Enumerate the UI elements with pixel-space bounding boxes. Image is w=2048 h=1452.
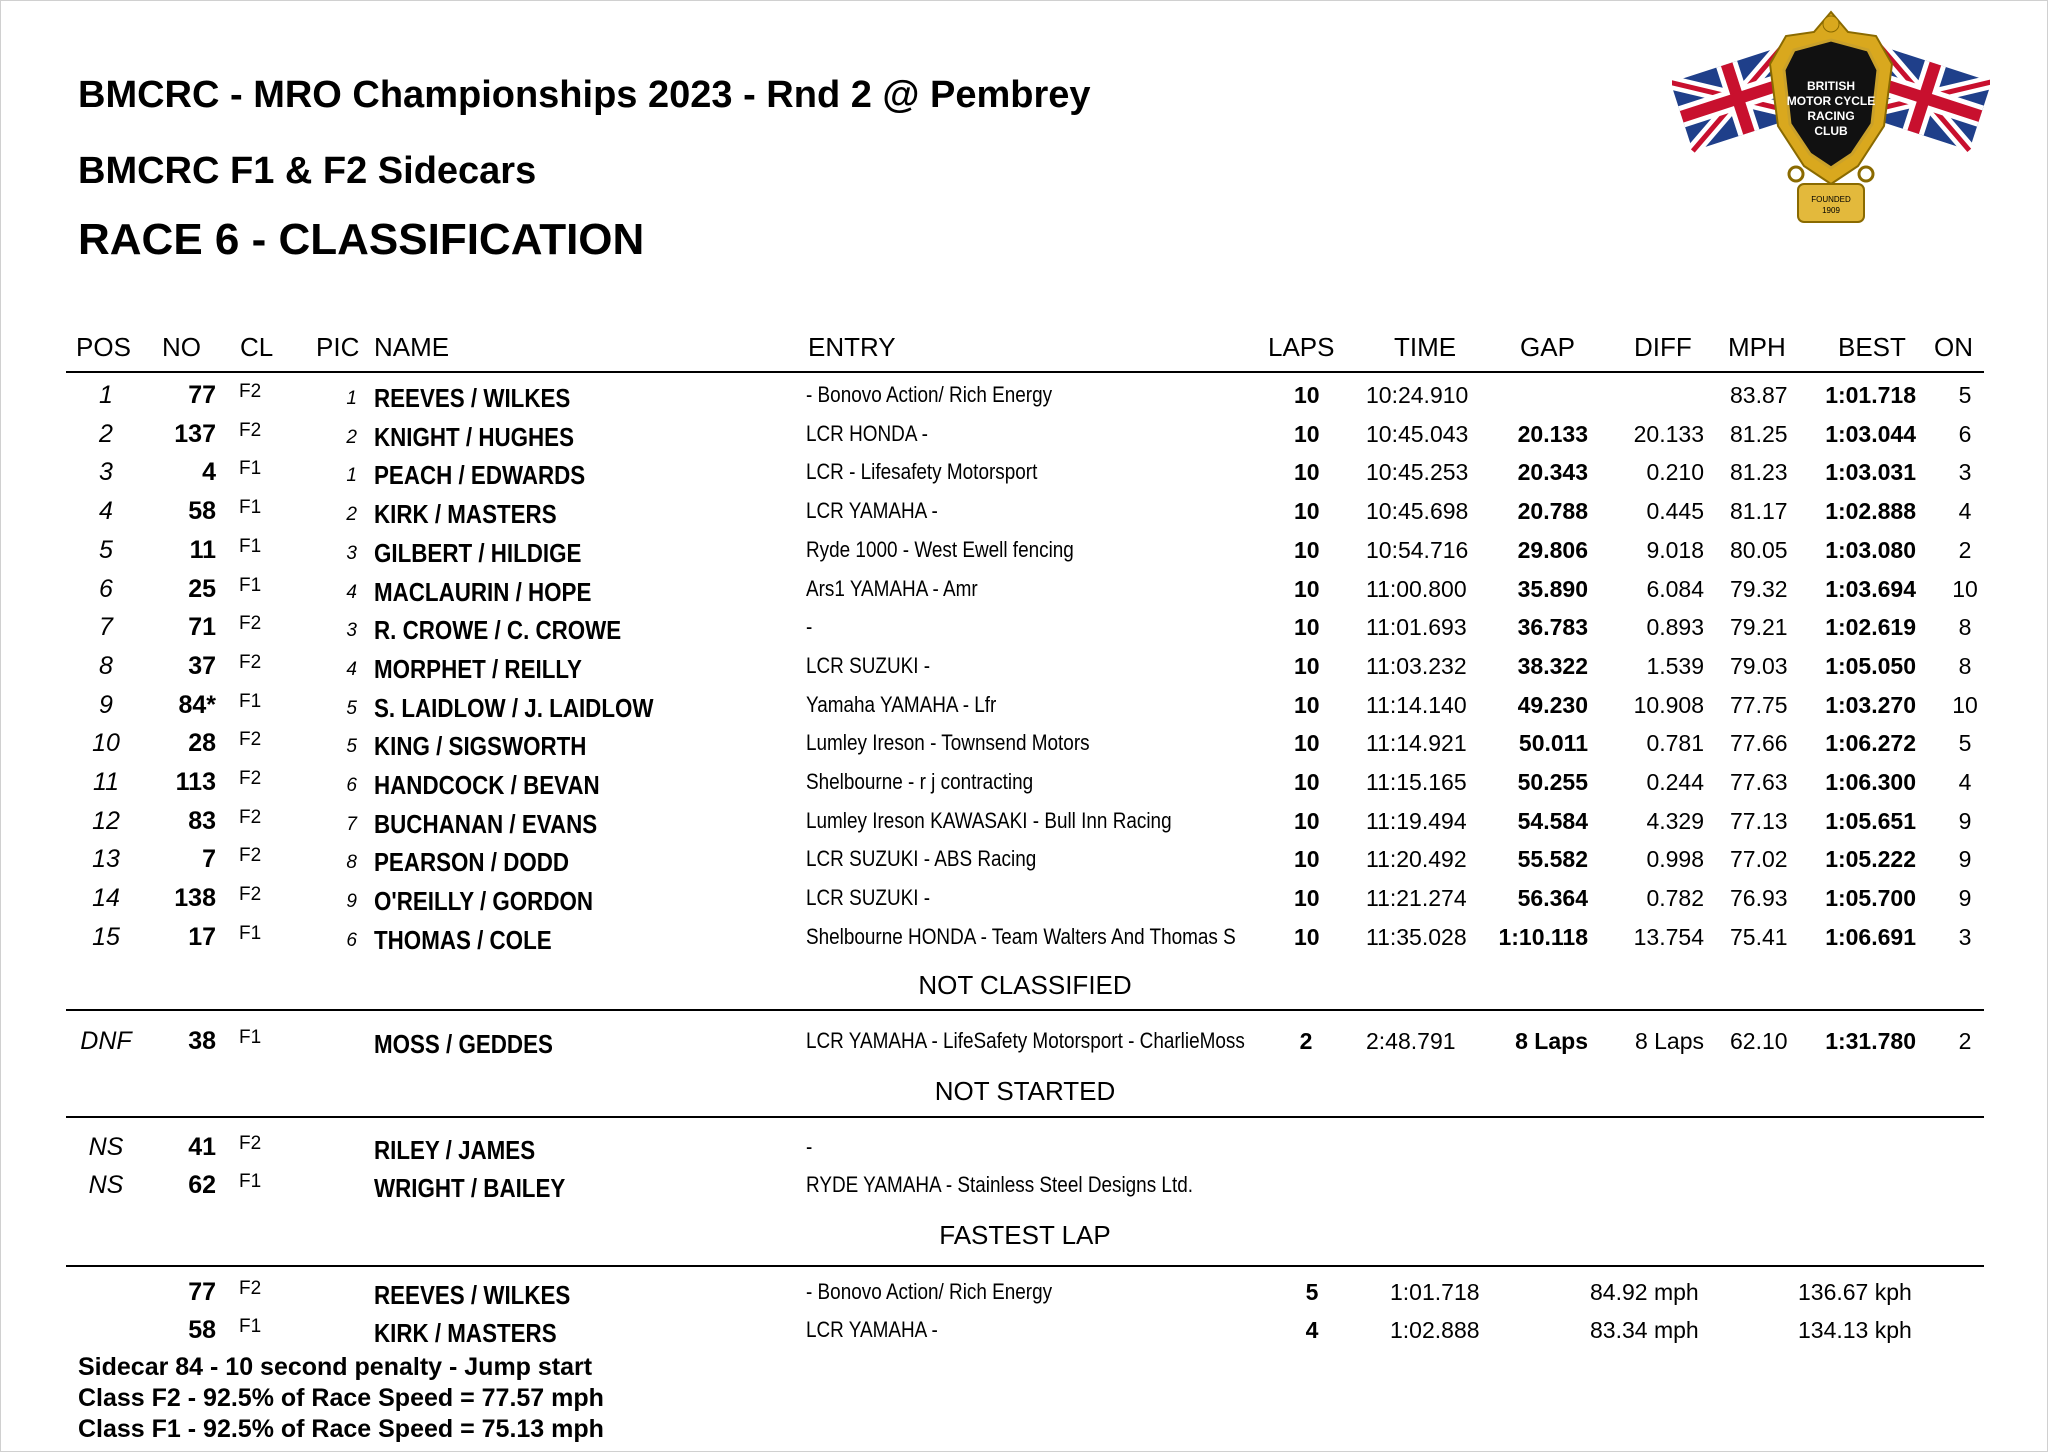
cell-gap: 20.788 [1517,498,1588,525]
cell-pic: 1 [346,465,357,487]
cell-gap: 54.584 [1517,807,1588,834]
cell-diff: 10.908 [1633,691,1704,718]
cell-time: 10:24.910 [1366,382,1469,408]
cell-diff: 9.018 [1646,536,1704,563]
cell-best: 1:03.080 [1825,536,1916,563]
cell-name: O'REILLY / GORDON [374,886,594,917]
cell-on: 8 [1958,652,1972,679]
logo-founded: FOUNDED [1811,195,1851,204]
header-time: TIME [1394,332,1457,362]
table-row [0,1166,2048,1204]
header-diff: DIFF [1634,332,1692,362]
cell-entry: - Bonovo Action/ Rich Energy [806,382,1053,407]
cell-laps: 10 [1294,885,1320,912]
cell-on: 6 [1958,420,1972,447]
cell-name: MOSS / GEDDES [374,1029,553,1059]
cell-gap: 50.255 [1517,769,1588,795]
cell-diff: 0.893 [1646,614,1704,641]
cell-laps: 10 [1294,923,1320,950]
cell-mph: 81.17 [1730,498,1788,525]
table-row [0,686,2048,724]
cell-mph: 79.32 [1730,575,1788,602]
cell-time: 11:14.921 [1366,730,1467,757]
cell-on: 9 [1958,885,1972,912]
cell-pic: 2 [346,426,357,448]
cell-time: 11:15.165 [1366,769,1467,795]
cell-gap: 8 Laps [1515,1028,1588,1054]
cell-best: 1:02.619 [1825,614,1916,641]
cell-no: 58 [188,1316,216,1344]
table-row [0,1273,2048,1311]
cell-name: REEVES / WILKES [374,1280,571,1310]
cell-best: 1:05.651 [1825,807,1916,834]
cell-time: 11:03.232 [1366,652,1467,679]
cell-kph: 136.67 kph [1798,1279,1912,1305]
cell-mph: 80.05 [1730,536,1788,563]
cell-best: 1:06.300 [1825,769,1916,795]
cell-no: 137 [174,419,216,448]
cell-on: 9 [1958,807,1972,834]
cell-name: WRIGHT / BAILEY [374,1173,566,1203]
cell-cl: F1 [239,1316,262,1337]
cell-diff: 13.754 [1633,923,1704,950]
cell-mph: 77.02 [1730,846,1788,873]
cell-entry: RYDE YAMAHA - Stainless Steel Designs Ltd. [806,1172,1193,1197]
cell-no: 71 [188,613,216,642]
cell-cl: F1 [239,574,262,596]
cell-no: 62 [188,1171,216,1199]
cell-on: 5 [1958,382,1972,408]
cell-laps: 10 [1294,382,1320,408]
cell-pic: 6 [346,929,357,951]
note-penalty: Sidecar 84 - 10 second penalty - Jump start [78,1353,593,1381]
table-row [0,453,2048,491]
cell-name: KING / SIGSWORTH [374,731,587,762]
cell-entry: LCR SUZUKI - [806,652,931,678]
cell-laps: 10 [1294,730,1320,757]
cell-best: 1:03.270 [1825,691,1916,718]
cell-lap: 4 [1305,1317,1319,1343]
cell-cl: F1 [239,535,262,557]
cell-no: 83 [188,806,216,835]
cell-diff: 0.244 [1646,769,1704,795]
note-f2-speed: Class F2 - 92.5% of Race Speed = 77.57 mph [78,1384,604,1412]
cell-laps: 2 [1299,1028,1313,1054]
cell-pic: 6 [346,775,357,796]
fastest-lap-rule [66,1265,1984,1267]
cell-no: 28 [188,729,216,758]
header-cl: CL [240,332,274,362]
cell-mph: 84.92 mph [1590,1279,1699,1305]
cell-diff: 0.998 [1646,846,1704,873]
cell-mph: 83.87 [1730,382,1788,408]
cell-pic: 8 [346,852,357,874]
cell-time: 1:01.718 [1390,1279,1480,1305]
cell-mph: 62.10 [1730,1028,1788,1054]
cell-time: 1:02.888 [1390,1317,1480,1343]
cell-entry: Lumley Ireson - Townsend Motors [806,730,1090,756]
cell-no: 25 [188,574,216,603]
table-row [0,802,2048,840]
header-name: NAME [374,332,450,362]
logo-text-3: RACING [1807,109,1855,123]
header-laps: LAPS [1268,332,1335,362]
cell-pos: 3 [99,458,113,487]
cell-mph: 75.41 [1730,923,1788,950]
cell-time: 10:45.253 [1366,459,1469,486]
cell-laps: 10 [1294,614,1320,641]
cell-pos: 13 [92,845,120,874]
cell-mph: 81.23 [1730,459,1788,486]
cell-entry: Ryde 1000 - West Ewell fencing [806,536,1074,562]
cell-cl: F1 [239,497,262,519]
cell-gap: 55.582 [1517,846,1588,873]
cell-pic: 4 [346,658,357,680]
cell-mph: 79.03 [1730,652,1788,679]
logo-year: 1909 [1822,206,1840,215]
race-title: RACE 6 - CLASSIFICATION [78,215,645,264]
cell-name: REEVES / WILKES [374,383,571,413]
cell-name: R. CROWE / C. CROWE [374,615,622,646]
cell-laps: 10 [1294,769,1320,795]
cell-on: 10 [1952,575,1978,602]
cell-pic: 3 [346,620,357,642]
cell-diff: 20.133 [1633,420,1704,447]
cell-name: KNIGHT / HUGHES [374,421,575,452]
cell-cl: F2 [239,806,262,828]
cell-name: HANDCOCK / BEVAN [374,770,600,800]
header-best: BEST [1838,332,1906,362]
cell-laps: 10 [1294,575,1320,602]
cell-on: 4 [1958,498,1972,525]
cell-entry: LCR YAMAHA - [806,1317,938,1342]
table-row [0,1311,2048,1349]
cell-best: 1:02.888 [1825,498,1916,525]
cell-entry: LCR - Lifesafety Motorsport [806,459,1038,485]
cell-best: 1:05.222 [1825,846,1916,873]
cell-name: PEACH / EDWARDS [374,460,586,491]
cell-name: GILBERT / HILDIGE [374,537,582,568]
cell-mph: 77.13 [1730,807,1788,834]
cell-pic: 3 [346,542,357,564]
header-pos: POS [76,332,131,362]
cell-name: MORPHET / REILLY [374,653,582,684]
header-gap: GAP [1520,332,1575,362]
cell-cl: F1 [239,1171,262,1192]
cell-pos: 7 [99,613,113,642]
cell-cl: F1 [239,1027,262,1048]
table-row [0,492,2048,530]
cell-no: 4 [202,458,216,487]
cell-lap: 5 [1305,1279,1319,1305]
cell-cl: F2 [239,845,262,867]
bmcrc-logo [1672,6,1990,238]
cell-entry: LCR SUZUKI - ABS Racing [806,846,1037,872]
table-row [0,608,2048,646]
cell-pos: 5 [99,535,113,564]
cell-cl: F2 [239,381,262,402]
cell-gap: 29.806 [1517,536,1588,563]
cell-time: 10:45.698 [1366,498,1469,525]
cell-time: 11:01.693 [1366,614,1467,641]
cell-cl: F2 [239,768,262,789]
not-classified-heading: NOT CLASSIFIED [918,970,1132,1000]
cell-diff: 0.445 [1646,498,1704,525]
cell-mph: 77.66 [1730,730,1788,757]
not-classified-rule [66,1009,1984,1011]
cell-entry: - [806,1134,813,1159]
cell-on: 9 [1958,846,1972,873]
cell-mph: 77.75 [1730,691,1788,718]
page-subtitle: BMCRC F1 & F2 Sidecars [78,150,537,192]
cell-on: 8 [1958,614,1972,641]
cell-pos: 1 [99,381,113,409]
table-row [0,724,2048,762]
cell-diff: 4.329 [1646,807,1704,834]
cell-cl: F2 [239,651,262,673]
cell-laps: 10 [1294,420,1320,447]
not-started-heading: NOT STARTED [934,1076,1116,1106]
cell-no: 37 [188,651,216,680]
cell-diff: 0.781 [1646,730,1704,757]
cell-entry: Shelbourne HONDA - Team Walters And Thomas S [806,923,1236,949]
not-started-rule [66,1116,1984,1118]
cell-on: 5 [1958,730,1972,757]
header-mph: MPH [1728,332,1786,362]
table-row [0,840,2048,878]
cell-name: RILEY / JAMES [374,1135,536,1165]
logo-text-2: MOTOR CYCLE [1786,94,1876,108]
cell-pos: 10 [92,729,120,758]
page-title: BMCRC - MRO Championships 2023 - Rnd 2 @ Pembrey [78,74,1091,116]
cell-name: THOMAS / COLE [374,924,552,955]
table-row [0,918,2048,956]
cell-pic: 5 [346,697,357,719]
cell-entry: Ars1 YAMAHA - Amr [806,575,978,601]
cell-no: 138 [174,884,216,913]
cell-time: 11:19.494 [1366,807,1467,834]
cell-gap: 20.343 [1517,459,1588,486]
cell-gap: 1:10.118 [1498,923,1588,950]
cell-best: 1:03.694 [1825,575,1916,602]
cell-laps: 10 [1294,498,1320,525]
logo-text-1: BRITISH [1807,79,1855,93]
cell-gap: 36.783 [1517,614,1588,641]
cell-pos: 9 [99,690,113,719]
table-row [0,879,2048,917]
cell-gap: 38.322 [1517,652,1588,679]
cell-best: 1:05.700 [1825,885,1916,912]
cell-laps: 10 [1294,459,1320,486]
cell-best: 1:31.780 [1825,1028,1916,1054]
cell-gap: 35.890 [1517,575,1588,602]
cell-mph: 76.93 [1730,885,1788,912]
note-f1-speed: Class F1 - 92.5% of Race Speed = 75.13 mph [78,1415,604,1443]
table-row [0,376,2048,414]
header-on: ON [1934,332,1973,362]
cell-cl: F2 [239,729,262,751]
cell-laps: 10 [1294,652,1320,679]
cell-laps: 10 [1294,536,1320,563]
cell-pos: 2 [99,419,113,448]
cell-time: 10:45.043 [1366,420,1469,447]
cell-mph: 77.63 [1730,769,1788,795]
cell-diff: 0.782 [1646,885,1704,912]
cell-on: 3 [1958,459,1972,486]
cell-entry: - Bonovo Action/ Rich Energy [806,1279,1053,1304]
cell-on: 2 [1958,536,1972,563]
cell-time: 11:20.492 [1366,846,1467,873]
cell-diff: 8 Laps [1634,1028,1704,1054]
cell-no: 58 [188,497,216,526]
cell-best: 1:06.272 [1825,730,1916,757]
cell-time: 11:00.800 [1366,575,1467,602]
table-row [0,763,2048,801]
cell-entry: Yamaha YAMAHA - Lfr [806,691,997,717]
cell-on: 10 [1952,691,1978,718]
cell-pos: 11 [93,768,119,796]
cell-time: 10:54.716 [1366,536,1469,563]
cell-pos: 6 [99,574,113,603]
cell-diff: 6.084 [1646,575,1704,602]
cell-cl: F1 [239,690,262,712]
cell-time: 2:48.791 [1366,1028,1456,1054]
cell-entry: LCR YAMAHA - [806,498,938,524]
cell-best: 1:06.691 [1825,923,1916,950]
cell-cl: F1 [239,922,262,944]
cell-mph: 83.34 mph [1590,1317,1699,1343]
cell-pos: NS [88,1133,124,1161]
cell-entry: Shelbourne - r j contracting [806,769,1034,794]
cell-laps: 10 [1294,807,1320,834]
cell-best: 1:01.718 [1825,382,1916,408]
cell-entry: Lumley Ireson KAWASAKI - Bull Inn Racing [806,807,1172,833]
cell-name: KIRK / MASTERS [374,1318,557,1348]
cell-pos: 8 [99,651,113,680]
cell-cl: F1 [239,458,262,480]
cell-name: BUCHANAN / EVANS [374,808,598,839]
cell-pos: 14 [92,884,120,913]
cell-best: 1:03.031 [1825,459,1916,486]
cell-time: 11:35.028 [1366,923,1467,950]
header-no: NO [162,332,201,362]
cell-pos: DNF [80,1027,132,1055]
cell-cl: F2 [239,419,262,441]
cell-no: 17 [188,922,216,951]
cell-gap: 20.133 [1517,420,1588,447]
cell-pos: 15 [92,922,120,951]
cell-no: 7 [202,845,216,874]
cell-gap: 49.230 [1517,691,1588,718]
cell-no: 84* [178,690,216,719]
cell-pos: NS [88,1171,124,1199]
table-row [0,1022,2048,1060]
cell-pic: 1 [346,388,357,409]
cell-time: 11:14.140 [1366,691,1467,718]
cell-kph: 134.13 kph [1798,1317,1912,1343]
table-row [0,647,2048,685]
cell-no: 77 [188,1278,216,1306]
cell-diff: 1.539 [1646,652,1704,679]
header-pic: PIC [316,332,360,362]
cell-entry: LCR HONDA - [806,420,928,446]
cell-pic: 7 [346,813,357,835]
cell-pic: 2 [346,504,357,526]
cell-pic: 9 [346,891,357,913]
cell-gap: 56.364 [1517,885,1588,912]
table-row [0,531,2048,569]
cell-entry: LCR SUZUKI - [806,885,931,911]
cell-entry: - [806,614,813,640]
fastest-lap-heading: FASTEST LAP [939,1220,1111,1250]
cell-no: 38 [188,1027,216,1055]
cell-on: 4 [1958,769,1972,795]
cell-name: MACLAURIN / HOPE [374,576,592,607]
cell-diff: 0.210 [1646,459,1704,486]
logo-text-4: CLUB [1814,124,1848,138]
cell-laps: 10 [1294,691,1320,718]
cell-best: 1:05.050 [1825,652,1916,679]
table-row [0,415,2048,453]
cell-name: PEARSON / DODD [374,847,570,878]
header-rule [66,371,1984,373]
cell-name: S. LAIDLOW / J. LAIDLOW [374,692,654,723]
cell-no: 41 [188,1133,216,1161]
cell-no: 77 [188,381,216,409]
cell-no: 113 [175,768,216,796]
cell-cl: F2 [239,1278,262,1299]
cell-gap: 50.011 [1518,730,1588,757]
cell-cl: F2 [239,884,262,906]
cell-cl: F2 [239,613,262,635]
cell-entry: LCR YAMAHA - LifeSafety Motorsport - CharlieMoss [806,1028,1245,1053]
cell-pic: 4 [346,581,357,603]
table-row [0,1128,2048,1166]
header-entry: ENTRY [808,332,896,362]
cell-pos: 12 [92,806,120,835]
cell-cl: F2 [239,1133,262,1154]
cell-no: 11 [189,535,216,564]
cell-pic: 5 [346,736,357,758]
cell-best: 1:03.044 [1825,420,1916,447]
table-row [0,570,2048,608]
cell-on: 3 [1958,923,1972,950]
cell-mph: 81.25 [1730,420,1788,447]
cell-time: 11:21.274 [1366,885,1467,912]
cell-on: 2 [1958,1028,1972,1054]
cell-pos: 4 [99,497,113,526]
cell-mph: 79.21 [1730,614,1788,641]
cell-name: KIRK / MASTERS [374,499,557,530]
cell-laps: 10 [1294,846,1320,873]
